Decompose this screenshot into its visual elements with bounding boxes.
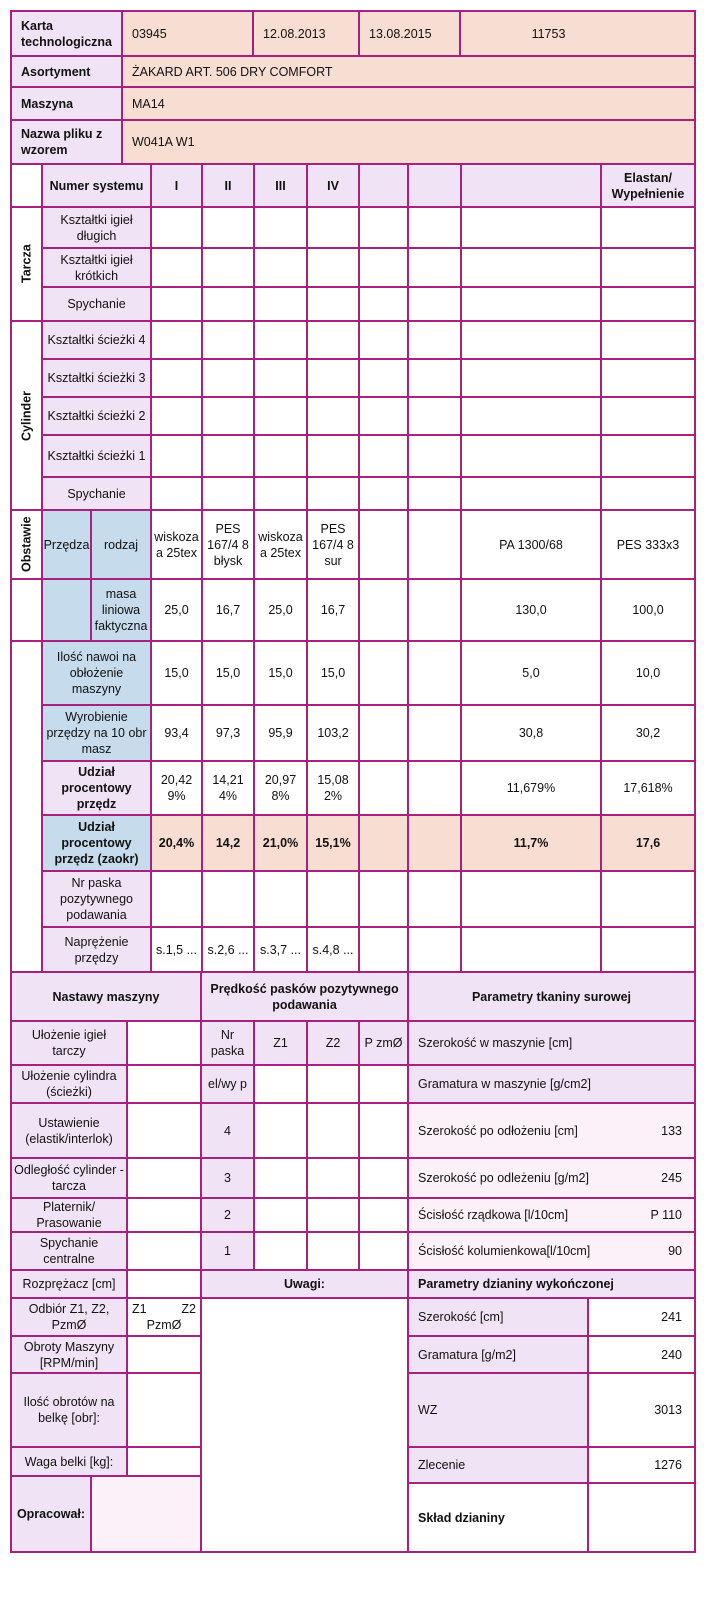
waga-belki-label: Waga belki [kg]: bbox=[10, 1446, 128, 1477]
nastawy-row-6-label: Spychanie centralne bbox=[10, 1231, 128, 1271]
wykonczona-row-5-label: Skład dzianiny bbox=[407, 1482, 589, 1553]
nastawy-row-1-value bbox=[126, 1020, 202, 1066]
paski-cell-r1-c2 bbox=[306, 1064, 360, 1104]
grid-cell-r4-c3 bbox=[253, 320, 308, 360]
grid-cell-r7-c8 bbox=[600, 434, 696, 478]
wykonczona-row-3-value: 3013 bbox=[587, 1372, 696, 1448]
paski-nr-5: 1 bbox=[200, 1231, 255, 1271]
cylinder-row-5-label: Spychanie bbox=[41, 476, 152, 511]
grid-cell-r3-c4 bbox=[306, 286, 360, 322]
nastawy-row-5-value bbox=[126, 1197, 202, 1233]
date-created: 12.08.2013 bbox=[252, 10, 360, 57]
grid-cell-r8-c5 bbox=[358, 476, 409, 511]
nr-paska-value-3 bbox=[253, 870, 308, 928]
paski-cell-r4-c2 bbox=[306, 1197, 360, 1233]
masa-blue-blank bbox=[41, 578, 92, 642]
naprezenie-value-5 bbox=[358, 926, 409, 973]
ilosc-value-1: 15,0 bbox=[150, 640, 203, 706]
maszyna-label: Maszyna bbox=[10, 86, 123, 121]
nr-paska-value-6 bbox=[407, 870, 462, 928]
surowa-row-1-label: Szerokość w maszynie [cm] bbox=[418, 1036, 573, 1050]
udzial-zaokr-value-2: 14,2 bbox=[201, 814, 255, 872]
system-col-1: I bbox=[150, 163, 203, 208]
odbior-z2: Z2 bbox=[181, 1302, 196, 1316]
udzial-zaokr-value-3: 21,0% bbox=[253, 814, 308, 872]
nr-paska-value-4 bbox=[306, 870, 360, 928]
plik-label: Nazwa pliku z wzorem bbox=[10, 119, 123, 165]
wykonczona-row-4-value: 1276 bbox=[587, 1446, 696, 1484]
grid-cell-r4-c1 bbox=[150, 320, 203, 360]
rodzaj-value-1: wiskoza a 25tex bbox=[150, 509, 203, 580]
naprezenie-value-1: s.1,5 ... bbox=[150, 926, 203, 973]
grid-cell-r4-c7 bbox=[460, 320, 602, 360]
paski-nr-4: 2 bbox=[200, 1197, 255, 1233]
paski-nr-3: 3 bbox=[200, 1157, 255, 1199]
surowa-row-3-value: 133 bbox=[661, 1123, 682, 1138]
system-col-pa bbox=[460, 163, 602, 208]
udzial-zaokr-value-pa: 11,7% bbox=[460, 814, 602, 872]
grid-cell-r8-c6 bbox=[407, 476, 462, 511]
surowa-row-3-label: Szerokość po odłożeniu [cm] bbox=[418, 1123, 578, 1138]
nastawy-row-1-label: Ułożenie igieł tarczy bbox=[10, 1020, 128, 1066]
surowa-row-4-label: Szerokość po odleżeniu [g/m2] bbox=[418, 1171, 589, 1185]
udzial-zaokr-value-5 bbox=[358, 814, 409, 872]
udzial-zaokr-value-6 bbox=[407, 814, 462, 872]
wyrobienie-value-6 bbox=[407, 704, 462, 762]
yarn-group-blank bbox=[10, 640, 43, 973]
nastawy-row-5-label: Platernik/ Prasowanie bbox=[10, 1197, 128, 1233]
grid-cell-r5-c5 bbox=[358, 358, 409, 398]
plik-value: W041A W1 bbox=[121, 119, 696, 165]
paski-cell-r4-c3 bbox=[358, 1197, 409, 1233]
ilosc-value-3: 15,0 bbox=[253, 640, 308, 706]
ilosc-value-4: 15,0 bbox=[306, 640, 360, 706]
opracowal-value bbox=[90, 1475, 202, 1553]
surowa-row-1 bbox=[407, 1020, 696, 1066]
grid-cell-r6-c7 bbox=[460, 396, 602, 436]
card-number: 03945 bbox=[121, 10, 254, 57]
grid-cell-r1-c1 bbox=[150, 206, 203, 249]
surowa-row-5-label: Ścisłość rządkowa [l/10cm] bbox=[418, 1208, 569, 1222]
naprezenie-value-3: s.3,7 ... bbox=[253, 926, 308, 973]
grid-cell-r5-c4 bbox=[306, 358, 360, 398]
masa-label: masa liniowa faktyczna bbox=[90, 578, 152, 642]
masa-value-1: 25,0 bbox=[150, 578, 203, 642]
numer-systemu-label: Numer systemu bbox=[41, 163, 152, 208]
ilosc-value-6 bbox=[407, 640, 462, 706]
tarcza-row-3-label: Spychanie bbox=[41, 286, 152, 322]
naprezenie-value-6 bbox=[407, 926, 462, 973]
paski-title: Prędkość pasków pozytywnego podawania bbox=[200, 971, 409, 1022]
rodzaj-value-elastan: PES 333x3 bbox=[600, 509, 696, 580]
paski-cell-r5-c2 bbox=[306, 1231, 360, 1271]
grid-cell-r7-c3 bbox=[253, 434, 308, 478]
masa-value-pa: 130,0 bbox=[460, 578, 602, 642]
surowa-row-4-value: 245 bbox=[661, 1171, 682, 1185]
nastawy-row-2-label: Ułożenie cylindra (ścieżki) bbox=[10, 1064, 128, 1104]
wykonczona-row-5-value bbox=[587, 1482, 696, 1553]
grid-cell-r2-c1 bbox=[150, 247, 203, 288]
ilosc-obrotow-value bbox=[126, 1372, 202, 1448]
ilosc-nawoi-label: Ilość nawoi na obłożenie maszyny bbox=[41, 640, 152, 706]
grid-cell-r7-c5 bbox=[358, 434, 409, 478]
surowa-row-6-value: 90 bbox=[668, 1244, 682, 1258]
nr-paska-value-elastan bbox=[600, 870, 696, 928]
paski-cell-r5-c3 bbox=[358, 1231, 409, 1271]
udzial-value-1: 20,42 9% bbox=[150, 760, 203, 816]
grid-cell-r2-c2 bbox=[201, 247, 255, 288]
ilosc-obrotow-label: Ilość obrotów na belkę [obr]: bbox=[10, 1372, 128, 1448]
paski-col-p: P zmØ bbox=[358, 1020, 409, 1066]
odbior-pzm: PzmØ bbox=[146, 1318, 182, 1332]
grid-cell-r6-c1 bbox=[150, 396, 203, 436]
asortyment-value: ŻAKARD ART. 506 DRY COMFORT bbox=[121, 55, 696, 88]
grid-cell-r8-c2 bbox=[201, 476, 255, 511]
grid-cell-r8-c8 bbox=[600, 476, 696, 511]
nastawy-row-3-label: Ustawienie (elastik/interlok) bbox=[10, 1102, 128, 1159]
date-modified: 13.08.2015 bbox=[358, 10, 461, 57]
paski-cell-r2-c1 bbox=[253, 1102, 308, 1159]
wykonczona-row-2-label: Gramatura [g/m2] bbox=[407, 1335, 589, 1374]
grid-cell-r5-c1 bbox=[150, 358, 203, 398]
grid-cell-r2-c4 bbox=[306, 247, 360, 288]
grid-cell-r2-c7 bbox=[460, 247, 602, 288]
maszyna-value: MA14 bbox=[121, 86, 696, 121]
grid-cell-r6-c6 bbox=[407, 396, 462, 436]
masa-value-2: 16,7 bbox=[201, 578, 255, 642]
grid-cell-r4-c6 bbox=[407, 320, 462, 360]
rodzaj-value-6 bbox=[407, 509, 462, 580]
surowa-title: Parametry tkaniny surowej bbox=[407, 971, 696, 1022]
masa-value-3: 25,0 bbox=[253, 578, 308, 642]
corner-blank bbox=[10, 163, 43, 208]
masa-value-6 bbox=[407, 578, 462, 642]
grid-cell-r7-c4 bbox=[306, 434, 360, 478]
rozprezacz-label: Rozprężacz [cm] bbox=[10, 1269, 128, 1299]
grid-cell-r7-c2 bbox=[201, 434, 255, 478]
odbior-label: Odbiór Z1, Z2, PzmØ bbox=[10, 1297, 128, 1337]
udzial-value-elastan: 17,618% bbox=[600, 760, 696, 816]
grid-cell-r5-c2 bbox=[201, 358, 255, 398]
masa-value-5 bbox=[358, 578, 409, 642]
udzial-zaokr-value-1: 20,4% bbox=[150, 814, 203, 872]
wyrobienie-value-1: 93,4 bbox=[150, 704, 203, 762]
nastawy-row-6-value bbox=[126, 1231, 202, 1271]
grid-cell-r2-c6 bbox=[407, 247, 462, 288]
grid-cell-r3-c7 bbox=[460, 286, 602, 322]
grid-cell-r6-c8 bbox=[600, 396, 696, 436]
grid-cell-r3-c1 bbox=[150, 286, 203, 322]
waga-belki-value bbox=[126, 1446, 202, 1477]
paski-col-z2: Z2 bbox=[306, 1020, 360, 1066]
grid-cell-r4-c5 bbox=[358, 320, 409, 360]
grid-cell-r4-c4 bbox=[306, 320, 360, 360]
grid-cell-r4-c2 bbox=[201, 320, 255, 360]
obroty-label: Obroty Maszyny [RPM/min] bbox=[10, 1335, 128, 1374]
udzial-zaokr-value-elastan: 17,6 bbox=[600, 814, 696, 872]
obstawie-group-label: Obstawie bbox=[10, 509, 43, 580]
cylinder-row-4-label: Kształtki ścieżki 1 bbox=[41, 434, 152, 478]
paski-cell-r3-c3 bbox=[358, 1157, 409, 1199]
tarcza-group-label: Tarcza bbox=[10, 206, 43, 322]
udzial-zaokr-value-4: 15,1% bbox=[306, 814, 360, 872]
grid-cell-r3-c2 bbox=[201, 286, 255, 322]
uwagi-area bbox=[200, 1297, 409, 1553]
udzial-value-pa: 11,679% bbox=[460, 760, 602, 816]
udzial-value-5 bbox=[358, 760, 409, 816]
wyrobienie-value-pa: 30,8 bbox=[460, 704, 602, 762]
wyrobienie-value-3: 95,9 bbox=[253, 704, 308, 762]
wykonczona-row-1-label: Szerokość [cm] bbox=[407, 1297, 589, 1337]
surowa-row-5 bbox=[407, 1197, 696, 1233]
paski-cell-r1-c3 bbox=[358, 1064, 409, 1104]
masa-value-elastan: 100,0 bbox=[600, 578, 696, 642]
nr-paska-value-5 bbox=[358, 870, 409, 928]
surowa-row-6 bbox=[407, 1231, 696, 1271]
grid-cell-r3-c6 bbox=[407, 286, 462, 322]
grid-cell-r1-c3 bbox=[253, 206, 308, 249]
paski-cell-r5-c1 bbox=[253, 1231, 308, 1271]
nastawy-row-3-value bbox=[126, 1102, 202, 1159]
paski-cell-r3-c2 bbox=[306, 1157, 360, 1199]
rodzaj-value-3: wiskoza a 25tex bbox=[253, 509, 308, 580]
paski-nr-2: 4 bbox=[200, 1102, 255, 1159]
udzial-zaokr-label: Udział procentowy przędz (zaokr) bbox=[41, 814, 152, 872]
paski-cell-r2-c2 bbox=[306, 1102, 360, 1159]
grid-cell-r8-c4 bbox=[306, 476, 360, 511]
ilosc-value-pa: 5,0 bbox=[460, 640, 602, 706]
grid-cell-r4-c8 bbox=[600, 320, 696, 360]
rodzaj-value-2: PES 167/4 8 błysk bbox=[201, 509, 255, 580]
paski-col-nr: Nr paska bbox=[200, 1020, 255, 1066]
grid-cell-r8-c1 bbox=[150, 476, 203, 511]
surowa-row-5-value: P 110 bbox=[650, 1208, 682, 1222]
grid-cell-r1-c7 bbox=[460, 206, 602, 249]
ilosc-value-5 bbox=[358, 640, 409, 706]
system-col-6 bbox=[407, 163, 462, 208]
grid-cell-r7-c6 bbox=[407, 434, 462, 478]
masa-group-blank bbox=[10, 578, 43, 642]
obroty-value bbox=[126, 1335, 202, 1374]
grid-cell-r2-c5 bbox=[358, 247, 409, 288]
grid-cell-r8-c7 bbox=[460, 476, 602, 511]
surowa-row-2 bbox=[407, 1064, 696, 1104]
grid-cell-r3-c5 bbox=[358, 286, 409, 322]
udzial-value-2: 14,21 4% bbox=[201, 760, 255, 816]
naprezenie-value-pa bbox=[460, 926, 602, 973]
tarcza-row-1-label: Kształtki igieł długich bbox=[41, 206, 152, 249]
elastan-label: Elastan/ Wypełnienie bbox=[600, 163, 696, 208]
cylinder-row-1-label: Kształtki ścieżki 4 bbox=[41, 320, 152, 360]
paski-nr-1: el/wy p bbox=[200, 1064, 255, 1104]
paski-cell-r4-c1 bbox=[253, 1197, 308, 1233]
grid-cell-r6-c3 bbox=[253, 396, 308, 436]
wyrobienie-value-2: 97,3 bbox=[201, 704, 255, 762]
surowa-row-6-label: Ścisłość kolumienkowa[l/10cm] bbox=[418, 1244, 591, 1258]
grid-cell-r5-c8 bbox=[600, 358, 696, 398]
grid-cell-r6-c2 bbox=[201, 396, 255, 436]
nr-paska-value-1 bbox=[150, 870, 203, 928]
number-2: 11753 bbox=[459, 10, 696, 57]
wyrobienie-value-elastan: 30,2 bbox=[600, 704, 696, 762]
ilosc-value-elastan: 10,0 bbox=[600, 640, 696, 706]
udzial-value-4: 15,08 2% bbox=[306, 760, 360, 816]
grid-cell-r5-c6 bbox=[407, 358, 462, 398]
grid-cell-r3-c8 bbox=[600, 286, 696, 322]
przedza-label: Przędza bbox=[41, 509, 92, 580]
odbior-z1: Z1 bbox=[132, 1302, 147, 1316]
grid-cell-r5-c3 bbox=[253, 358, 308, 398]
nr-paska-value-2 bbox=[201, 870, 255, 928]
nastawy-row-2-value bbox=[126, 1064, 202, 1104]
grid-cell-r7-c1 bbox=[150, 434, 203, 478]
surowa-row-4 bbox=[407, 1157, 696, 1199]
cylinder-row-3-label: Kształtki ścieżki 2 bbox=[41, 396, 152, 436]
grid-cell-r1-c2 bbox=[201, 206, 255, 249]
system-col-5 bbox=[358, 163, 409, 208]
grid-cell-r2-c3 bbox=[253, 247, 308, 288]
grid-cell-r1-c6 bbox=[407, 206, 462, 249]
odbior-value bbox=[126, 1297, 202, 1337]
system-col-3: III bbox=[253, 163, 308, 208]
grid-cell-r5-c7 bbox=[460, 358, 602, 398]
rozprezacz-value bbox=[126, 1269, 202, 1299]
rodzaj-value-5 bbox=[358, 509, 409, 580]
karta-label: Karta technologiczna bbox=[10, 10, 123, 57]
surowa-row-3 bbox=[407, 1102, 696, 1159]
rodzaj-value-pa: PA 1300/68 bbox=[460, 509, 602, 580]
wyrobienie-value-5 bbox=[358, 704, 409, 762]
wyrobienie-label: Wyrobienie przędzy na 10 obr masz bbox=[41, 704, 152, 762]
wykonczona-row-1-value: 241 bbox=[587, 1297, 696, 1337]
surowa-row-2-label: Gramatura w maszynie [g/cm2] bbox=[418, 1077, 591, 1091]
naprezenie-value-2: s.2,6 ... bbox=[201, 926, 255, 973]
grid-cell-r2-c8 bbox=[600, 247, 696, 288]
udzial-value-3: 20,97 8% bbox=[253, 760, 308, 816]
nr-paska-label: Nr paska pozytywnego podawania bbox=[41, 870, 152, 928]
grid-cell-r1-c4 bbox=[306, 206, 360, 249]
ilosc-value-2: 15,0 bbox=[201, 640, 255, 706]
udzial-label: Udział procentowy przędz bbox=[41, 760, 152, 816]
system-col-2: II bbox=[201, 163, 255, 208]
cylinder-row-2-label: Kształtki ścieżki 3 bbox=[41, 358, 152, 398]
wykonczona-row-3-label: WZ bbox=[407, 1372, 589, 1448]
udzial-value-6 bbox=[407, 760, 462, 816]
wyrobienie-value-4: 103,2 bbox=[306, 704, 360, 762]
nr-paska-value-pa bbox=[460, 870, 602, 928]
rodzaj-value-4: PES 167/4 8 sur bbox=[306, 509, 360, 580]
asortyment-label: Asortyment bbox=[10, 55, 123, 88]
paski-cell-r2-c3 bbox=[358, 1102, 409, 1159]
wykonczona-row-4-label: Zlecenie bbox=[407, 1446, 589, 1484]
tarcza-row-2-label: Kształtki igieł krótkich bbox=[41, 247, 152, 288]
paski-cell-r3-c1 bbox=[253, 1157, 308, 1199]
grid-cell-r3-c3 bbox=[253, 286, 308, 322]
nastawy-title: Nastawy maszyny bbox=[10, 971, 202, 1022]
wykonczona-title: Parametry dzianiny wykończonej bbox=[407, 1269, 696, 1299]
grid-cell-r6-c5 bbox=[358, 396, 409, 436]
grid-cell-r7-c7 bbox=[460, 434, 602, 478]
nastawy-row-4-value bbox=[126, 1157, 202, 1199]
grid-cell-r1-c5 bbox=[358, 206, 409, 249]
naprezenie-value-4: s.4,8 ... bbox=[306, 926, 360, 973]
grid-cell-r6-c4 bbox=[306, 396, 360, 436]
grid-cell-r1-c8 bbox=[600, 206, 696, 249]
wykonczona-row-2-value: 240 bbox=[587, 1335, 696, 1374]
uwagi-label: Uwagi: bbox=[200, 1269, 409, 1299]
paski-cell-r1-c1 bbox=[253, 1064, 308, 1104]
nastawy-row-4-label: Odległość cylinder - tarcza bbox=[10, 1157, 128, 1199]
masa-value-4: 16,7 bbox=[306, 578, 360, 642]
grid-cell-r8-c3 bbox=[253, 476, 308, 511]
cylinder-group-label: Cylinder bbox=[10, 320, 43, 511]
paski-col-z1: Z1 bbox=[253, 1020, 308, 1066]
naprezenie-label: Naprężenie przędzy bbox=[41, 926, 152, 973]
odbior-z-row bbox=[132, 1301, 196, 1317]
opracowal-label: Opracował: bbox=[10, 1475, 92, 1553]
rodzaj-label: rodzaj bbox=[90, 509, 152, 580]
system-col-4: IV bbox=[306, 163, 360, 208]
naprezenie-value-elastan bbox=[600, 926, 696, 973]
